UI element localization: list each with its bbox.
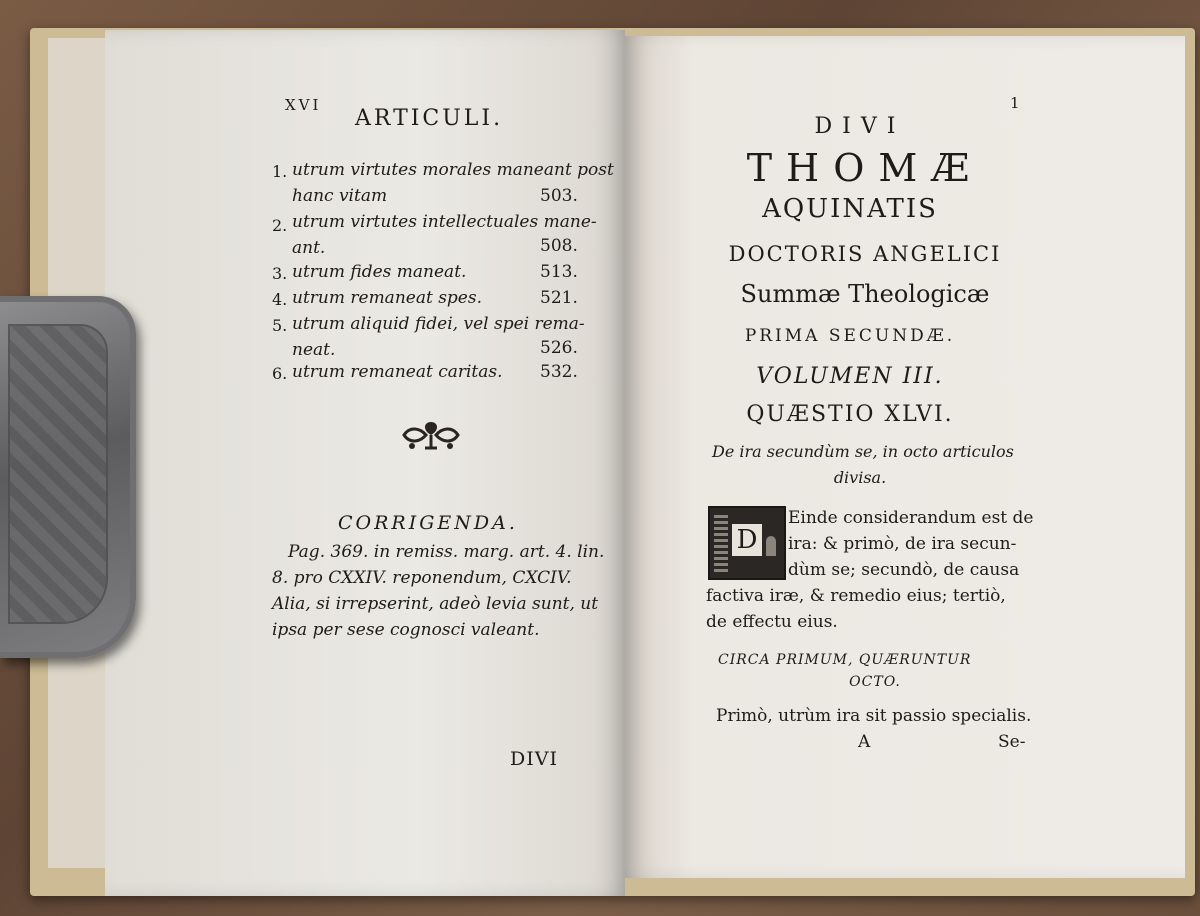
article-text: utrum remaneat spes. — [292, 288, 482, 308]
article-text: utrum aliquid fidei, vel spei rema- — [292, 314, 585, 334]
initial-figure-icon — [766, 536, 776, 556]
primo-line: Primò, utrùm ira sit passio specialis. — [716, 706, 1032, 726]
subtitle-continued: divisa. — [833, 468, 887, 487]
article-text-continued: ant. — [292, 238, 326, 258]
corrigenda-line: Pag. 369. in remiss. marg. art. 4. lin. — [288, 542, 605, 562]
article-page: 526. — [540, 338, 578, 358]
title-summae: Summæ Theologicæ — [740, 280, 990, 308]
title-aquinatis: AQUINATIS — [762, 194, 938, 224]
corrigenda-title: CORRIGENDA. — [338, 512, 518, 534]
clip-engraving — [8, 324, 108, 624]
circa-heading-continued: OCTO. — [849, 674, 901, 690]
body-line: Einde considerandum est de — [788, 508, 1034, 528]
article-page: 532. — [540, 362, 578, 382]
circa-heading: CIRCA PRIMUM, QUÆRUNTUR — [718, 652, 972, 668]
body-line: ira: & primò, de ira secun- — [788, 534, 1017, 554]
printer-ornament-icon — [400, 418, 462, 452]
article-number: 5. — [272, 316, 288, 335]
corrigenda-line: Alia, si irrepserint, adeò levia sunt, ut — [272, 594, 599, 614]
decorated-initial — [708, 506, 786, 580]
title-quaestio: QUÆSTIO XLVI. — [746, 402, 954, 427]
article-text: utrum virtutes morales maneant post — [292, 160, 614, 180]
article-number: 6. — [272, 364, 288, 383]
body-line: de effectu eius. — [706, 612, 838, 632]
article-text: utrum fides maneat. — [292, 262, 467, 282]
article-text: utrum remaneat caritas. — [292, 362, 503, 382]
article-number: 1. — [272, 162, 288, 181]
article-page: 508. — [540, 236, 578, 256]
body-line: factiva iræ, & remedio eius; tertiò, — [706, 586, 1006, 606]
title-divi: DIVI — [814, 114, 906, 139]
left-page-number: XVI — [285, 96, 322, 114]
article-text: utrum virtutes intellectuales mane- — [292, 212, 597, 232]
article-page: 521. — [540, 288, 578, 308]
title-prima: PRIMA SECUNDÆ. — [744, 326, 956, 346]
corrigenda-line: ipsa per sese cognosci valeant. — [272, 620, 540, 640]
article-number: 2. — [272, 216, 288, 235]
title-thomae: THOMÆ — [746, 146, 984, 190]
subtitle: De ira secundùm se, in octo articulos — [712, 442, 1014, 461]
corrigenda-line: 8. pro CXXIV. reponendum, CXCIV. — [272, 568, 572, 588]
article-number: 3. — [272, 264, 288, 283]
article-text-continued: hanc vitam — [292, 186, 388, 206]
right-page-number: 1 — [1010, 94, 1020, 112]
article-page: 503. — [540, 186, 578, 206]
signature-mark: A — [858, 732, 871, 752]
title-doctoris: DOCTORIS ANGELICI — [728, 242, 1002, 266]
article-number: 4. — [272, 290, 288, 309]
initial-letter: D — [732, 524, 762, 556]
initial-tower-icon — [714, 512, 728, 572]
left-catchword: DIVI — [510, 748, 558, 770]
metal-page-clip — [0, 296, 136, 658]
right-catchword: Se- — [998, 732, 1026, 752]
left-page-heading: ARTICULI. — [355, 106, 504, 131]
article-text-continued: neat. — [292, 340, 336, 360]
title-volumen: VOLUMEN III. — [756, 364, 944, 389]
article-page: 513. — [540, 262, 578, 282]
body-line: dùm se; secundò, de causa — [788, 560, 1020, 580]
